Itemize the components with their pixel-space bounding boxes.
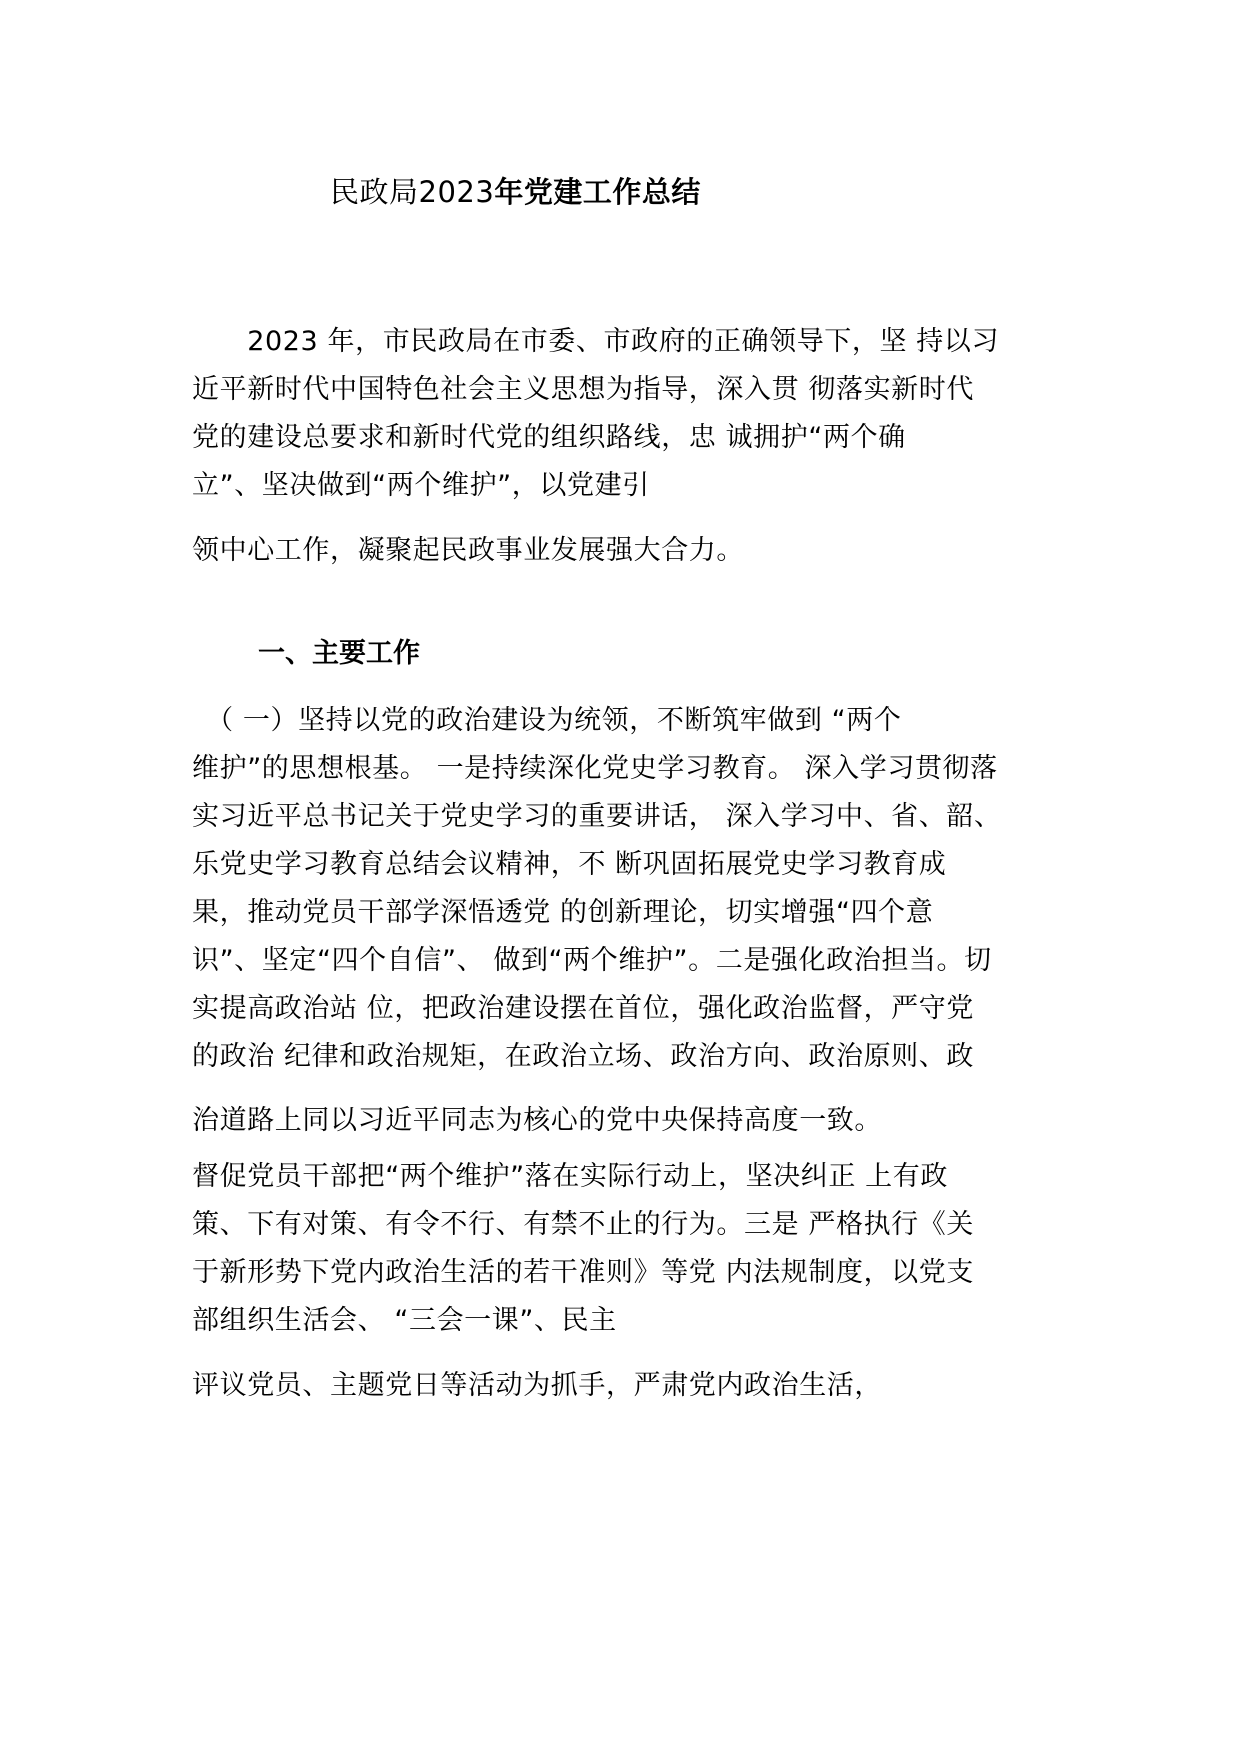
intro-line: 2023 年，市民政局在市委、市政府的正确领导下，坚 持以习: [192, 326, 1000, 357]
body-line: （ 一）坚持以党的政治建设为统领，不断筑牢做到 “两个: [192, 705, 902, 736]
body-line: 督促党员干部把“两个维护”落在实际行动上，坚决纠正 上有政: [192, 1161, 948, 1192]
body-line: 实习近平总书记关于党史学习的重要讲话， 深入学习中、省、韶、: [192, 801, 1002, 832]
intro-line: 党的建设总要求和新时代党的组织路线，忠 诚拥护“两个确: [192, 422, 906, 453]
body-line: 维护”的思想根基。 一是持续深化党史学习教育。 深入学习贯彻落: [192, 753, 998, 784]
body-line: 果，推动党员干部学深悟透党 的创新理论，切实增强“四个意: [192, 897, 934, 928]
body-line: 评议党员、主题党日等活动为抓手，严肃党内政治生活，: [192, 1370, 882, 1401]
body-line: 策、下有对策、有令不行、有禁不止的行为。三是 严格执行《关: [192, 1209, 974, 1240]
intro-line: 立”、坚决做到“两个维护”，以党建引: [192, 470, 650, 501]
body-line: 识”、坚定“四个自信”、 做到“两个维护”。二是强化政治担当。切: [192, 945, 992, 976]
document-title: [330, 172, 701, 212]
title-suffix: 年党建工作总结: [494, 175, 701, 209]
intro-line: 近平新时代中国特色社会主义思想为指导，深入贯 彻落实新时代: [192, 374, 974, 405]
body-line: 实提高政治站 位，把政治建设摆在首位，强化政治监督，严守党: [192, 993, 974, 1024]
body-line: 的政治 纪律和政治规矩，在政治立场、政治方向、政治原则、政: [192, 1041, 974, 1072]
body-line: 部组织生活会、 “三会一课”、民主: [192, 1305, 617, 1336]
body-line: 乐党史学习教育总结会议精神，不 断巩固拓展党史学习教育成: [192, 849, 947, 880]
body-line: 治道路上同以习近平同志为核心的党中央保持高度一致。: [192, 1105, 882, 1136]
section-heading: 一、主要工作: [258, 638, 420, 669]
title-prefix: 民政局2023: [330, 175, 495, 209]
body-line: 于新形势下党内政治生活的若干准则》等党 内法规制度，以党支: [192, 1257, 974, 1288]
intro-line: 领中心工作，凝聚起民政事业发展强大合力。: [192, 535, 744, 566]
